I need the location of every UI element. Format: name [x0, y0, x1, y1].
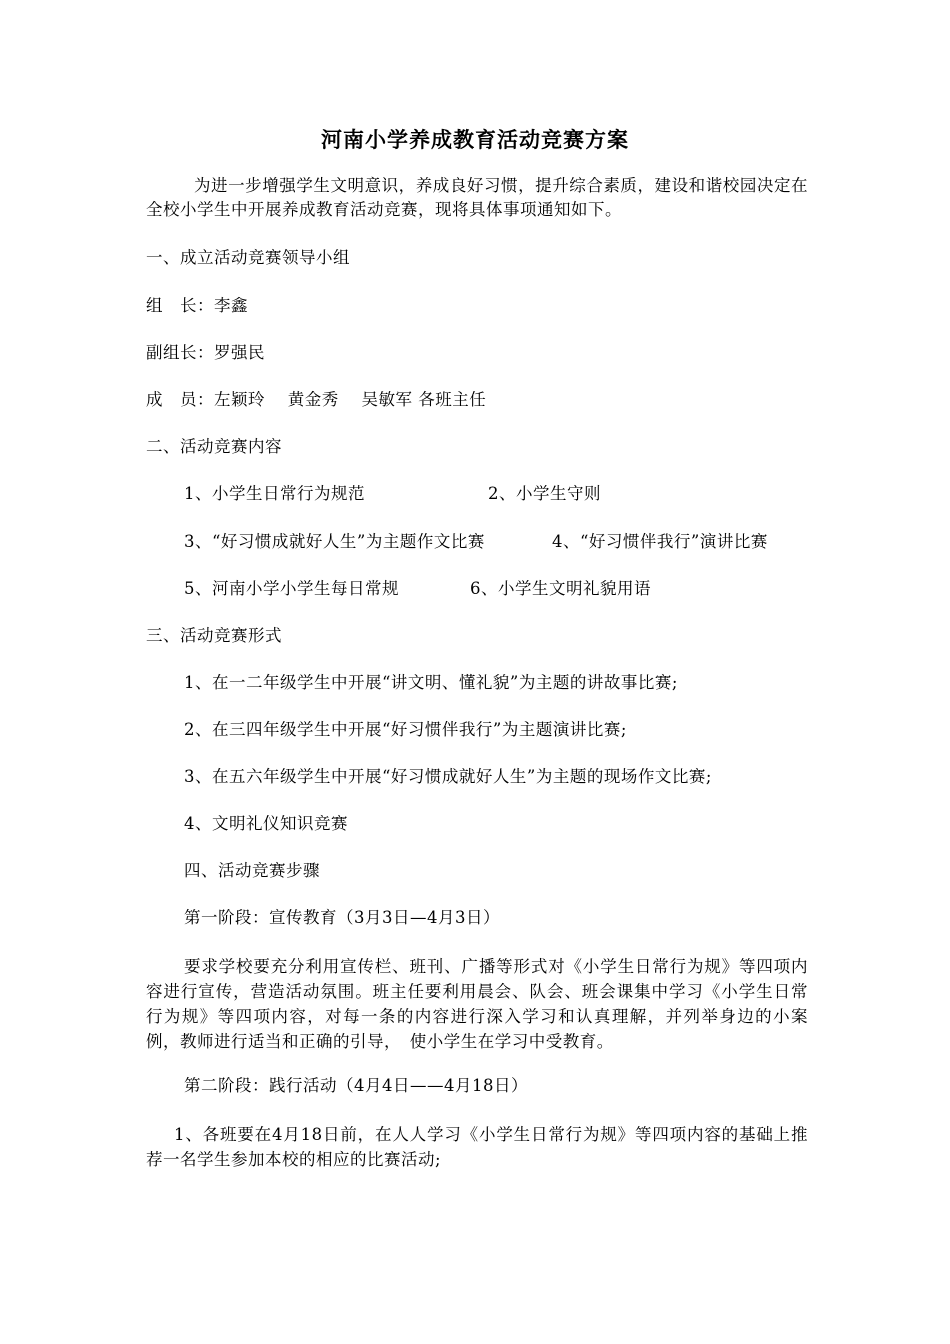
stage2-item-1: 1、各班要在4月18日前，在人人学习《小学生日常行为规》等四项内容的基础上推荐一名学生参加本校的相应的比赛活动;: [146, 1125, 808, 1169]
leader-line: 组 长：李鑫: [146, 296, 248, 315]
content-item-2: 2、小学生守则: [488, 484, 601, 503]
deputy-line: 副组长：罗强民: [146, 343, 265, 362]
members-line: 成 员：左颖玲 黄金秀 吴敏军 各班主任: [146, 390, 487, 409]
content-item-4: 4、“好习惯伴我行”演讲比赛: [552, 532, 768, 551]
form-item-2: 2、在三四年级学生中开展“好习惯伴我行”为主题演讲比赛;: [184, 720, 627, 739]
section2-heading: 二、活动竞赛内容: [146, 437, 282, 456]
form-item-4: 4、文明礼仪知识竞赛: [184, 814, 348, 833]
content-item-5: 5、河南小学小学生每日常规: [184, 579, 399, 598]
stage1-heading: 第一阶段：宣传教育（3月3日—4月3日）: [184, 908, 500, 927]
section4-heading: 四、活动竞赛步骤: [184, 861, 320, 880]
section1-heading: 一、成立活动竞赛领导小组: [146, 248, 350, 267]
content-item-1: 1、小学生日常行为规范: [184, 484, 365, 503]
form-item-1: 1、在一二年级学生中开展“讲文明、懂礼貌”为主题的讲故事比赛;: [184, 673, 678, 692]
intro-paragraph: 为进一步增强学生文明意识，养成良好习惯，提升综合素质，建设和谐校园决定在全校小学生中开展养成教育活动竞赛，现将具体事项通知如下。: [146, 176, 808, 219]
section3-heading: 三、活动竞赛形式: [146, 626, 282, 645]
content-item-3: 3、“好习惯成就好人生”为主题作文比赛: [184, 532, 485, 551]
stage2-heading: 第二阶段：践行活动（4月4日——4月18日）: [184, 1076, 528, 1095]
document-title: 河南小学养成教育活动竞赛方案: [321, 128, 629, 152]
form-item-3: 3、在五六年级学生中开展“好习惯成就好人生”为主题的现场作文比赛;: [184, 767, 712, 786]
stage1-body: 要求学校要充分利用宣传栏、班刊、广播等形式对《小学生日常行为规》等四项内容进行宣传，营造活动氛围。班主任要利用晨会、队会、班会课集中学习《小学生日常行为规》等四项内容，对每一条的内容进行深入学习和认真理解，并列举身边的小案例，教师进行适当和正确的引导， 使小学生在学习中受教育。: [146, 957, 808, 1051]
content-item-6: 6、小学生文明礼貌用语: [470, 579, 651, 598]
